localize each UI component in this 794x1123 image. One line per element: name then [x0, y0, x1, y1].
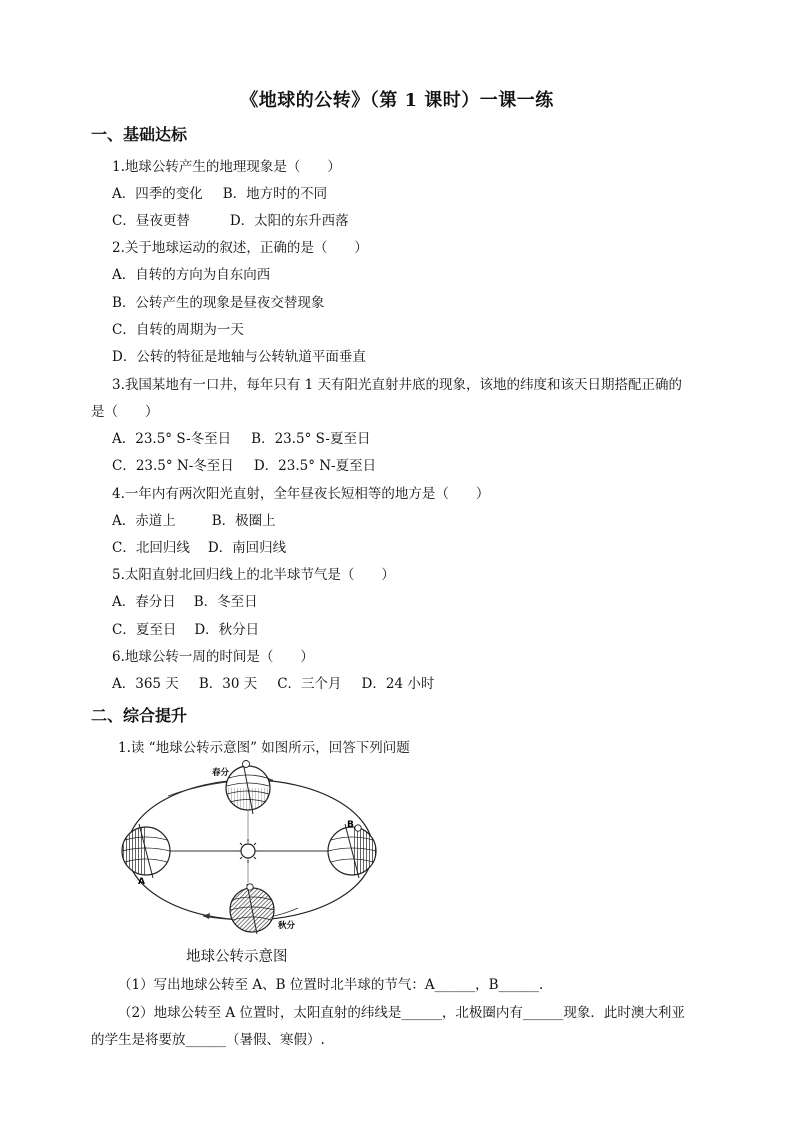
question-3-stem-continued: 是（ ） [91, 404, 159, 420]
option-a[interactable]: A．365 天 [112, 676, 179, 692]
label-a: A [138, 877, 145, 887]
option-b[interactable]: B．30 天 [198, 676, 258, 692]
question-2-stem: 2.关于地球运动的叙述，正确的是（ ） [112, 240, 368, 256]
option-d[interactable]: D．南回归线 [207, 540, 287, 556]
option-b[interactable]: B．地方时的不同 [222, 186, 328, 202]
option-a[interactable]: A．春分日 [112, 594, 176, 610]
section-heading-comprehensive: 二、综合提升 [91, 706, 188, 725]
sub-question-2: （2）地球公转至 A 位置时，太阳直射的纬线是______，北极圈内有______现象．此时澳大利亚 [118, 1005, 685, 1021]
label-b: B [347, 820, 354, 830]
sub-question-2-continued: 的学生是将要放______（暑假、寒假）. [91, 1032, 325, 1048]
option-d[interactable]: D．秋分日 [194, 622, 260, 638]
figure-caption: 地球公转示意图 [186, 949, 288, 965]
question-5-stem: 5.太阳直射北回归线上的北半球节气是（ ） [112, 567, 395, 583]
label-spring: 春分 [212, 768, 230, 778]
option-d[interactable]: D．太阳的东升西落 [229, 213, 349, 229]
option-c[interactable]: C．23.5° N-冬至日 [112, 458, 234, 474]
question-3-options-row-2 [112, 454, 376, 474]
question-1-options-row-2 [112, 209, 349, 229]
question-6-stem: 6.地球公转一周的时间是（ ） [112, 649, 314, 665]
question-5-options-row-1 [112, 590, 258, 610]
earth-spring-icon [226, 761, 270, 815]
comprehensive-question-stem: 1.读 “地球公转示意图” 如图所示，回答下列问题 [118, 740, 410, 756]
question-4-options-row-2 [112, 536, 286, 556]
option-a[interactable]: A．赤道上 [112, 513, 176, 529]
option-d[interactable]: D．公转的特征是地轴与公转轨道平面垂直 [112, 349, 366, 365]
question-6-options [112, 672, 434, 692]
question-3-stem: 3.我国某地有一口井，每年只有 1 天有阳光直射井底的现象，该地的纬度和该天日期搭配正确的 [112, 377, 683, 393]
option-c[interactable]: C．昼夜更替 [112, 213, 190, 229]
page-title: 《地球的公转》（第 1 课时）一课一练 [240, 90, 554, 111]
option-c[interactable]: C．自转的周期为一天 [112, 322, 244, 338]
section-heading-basic: 一、基础达标 [91, 125, 188, 144]
question-4-stem: 4.一年内有两次阳光直射，全年昼夜长短相等的地方是（ ） [112, 486, 490, 502]
question-1-options-row-1 [112, 182, 327, 202]
option-d[interactable]: D．23.5° N-夏至日 [253, 458, 377, 474]
option-c[interactable]: C．三个月 [277, 676, 342, 692]
option-d[interactable]: D．24 小时 [361, 676, 435, 692]
earth-a-icon [122, 824, 170, 878]
question-4-options-row-1 [112, 509, 276, 529]
question-3-options-row-1 [112, 427, 370, 447]
label-autumn: 秋分 [278, 921, 296, 931]
option-b[interactable]: B．23.5° S-夏至日 [251, 431, 371, 447]
earth-revolution-diagram [108, 758, 398, 936]
question-1-stem: 1.地球公转产生的地理现象是（ ） [112, 159, 341, 175]
sub-question-1: （1）写出地球公转至 A、B 位置时北半球的节气：A______，B______． [118, 977, 553, 993]
option-a[interactable]: A．23.5° S-冬至日 [112, 431, 232, 447]
option-b[interactable]: B．公转产生的现象是昼夜交替现象 [112, 295, 325, 311]
option-a[interactable]: A．四季的变化 [112, 186, 203, 202]
option-a[interactable]: A．自转的方向为自东向西 [112, 267, 271, 283]
option-b[interactable]: B．极圈上 [211, 513, 276, 529]
option-b[interactable]: B．冬至日 [193, 594, 258, 610]
question-5-options-row-2 [112, 618, 259, 638]
option-c[interactable]: C．北回归线 [112, 540, 190, 556]
option-c[interactable]: C．夏至日 [112, 622, 177, 638]
earth-autumn-icon [230, 884, 274, 934]
